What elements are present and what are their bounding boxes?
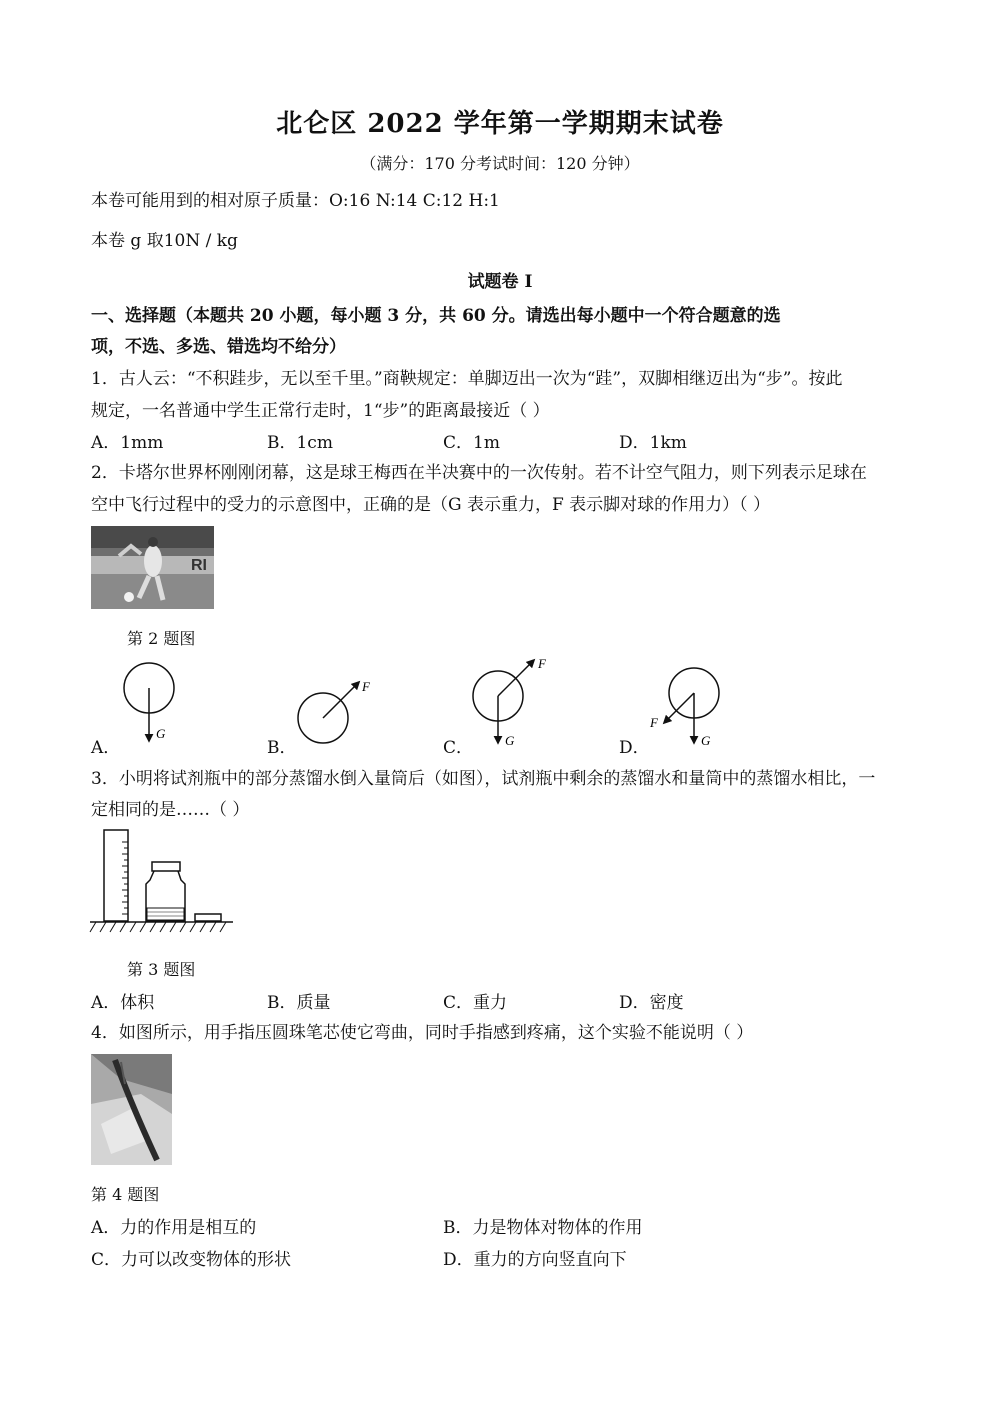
q3-measuring-cylinder: [104, 830, 128, 921]
q4-line1: 4．如图所示，用手指压圆珠笔芯使它弯曲，同时手指感到疼痛，这个实验不能说明（ ）: [91, 1023, 754, 1043]
q4-option-c[interactable]: C．力可以改变物体的形状: [91, 1250, 292, 1270]
q2-d-f-label: F: [650, 715, 658, 730]
q2-option-b[interactable]: B．: [267, 738, 297, 758]
q4-option-b[interactable]: B．力是物体对物体的作用: [443, 1218, 643, 1238]
q2-diagram-b: [298, 679, 371, 743]
q1-line1: 1．古人云：“不积跬步，无以至千里。”商鞅规定：单脚迈出一次为“跬”，双脚相继迈出为“步”。按此: [91, 369, 843, 389]
q4-pen-photo: [91, 1054, 172, 1165]
atomic-mass-note: 本卷可能用到的相对原子质量：O:16 N:14 C:12 H:1: [91, 191, 500, 211]
q2-option-c[interactable]: C．: [443, 738, 474, 758]
exam-subtitle: （满分：170 分考试时间：120 分钟）: [360, 154, 640, 173]
q3-caption: 第 3 题图: [127, 960, 196, 979]
section-title: 试题卷 I: [467, 272, 533, 292]
exam-title: 北仑区 2022 学年第一学期期末试卷: [276, 109, 724, 139]
q3-option-a[interactable]: A．体积: [91, 993, 155, 1013]
q2-diagram-c: [473, 656, 547, 748]
q2-c-g-label: G: [505, 733, 515, 748]
q2-soccer-photo: [91, 526, 214, 609]
gravity-note: 本卷 g 取10N / kg: [91, 231, 238, 251]
q1-option-a[interactable]: A．1mm: [91, 433, 164, 453]
q4-option-a[interactable]: A．力的作用是相互的: [91, 1218, 257, 1238]
q2-force-diagrams: [0, 655, 1000, 765]
q2-c-f-label: F: [538, 656, 546, 671]
q4-caption: 第 4 题图: [91, 1185, 160, 1204]
q3-line1: 3．小明将试剂瓶中的部分蒸馏水倒入量筒后（如图），试剂瓶中剩余的蒸馏水和量筒中的蒸馏水相比，一: [91, 769, 876, 789]
q4-option-d[interactable]: D．重力的方向竖直向下: [443, 1250, 627, 1270]
q3-figure: [88, 828, 238, 940]
section-heading-line1: 一、选择题（本题共 20 小题，每小题 3 分，共 60 分。请选出每小题中一个符合题意的选: [91, 306, 781, 326]
q2-b-f-label: F: [362, 679, 370, 694]
q3-reagent-bottle: [146, 862, 185, 921]
q3-ground: [90, 922, 233, 932]
q2-a-g-label: G: [156, 726, 166, 741]
q1-option-d[interactable]: D．1km: [619, 433, 687, 453]
q1-option-c[interactable]: C．1m: [443, 433, 500, 453]
q2-diagram-d: [649, 668, 719, 748]
q2-caption: 第 2 题图: [127, 629, 196, 648]
q2-option-a[interactable]: A．: [91, 738, 121, 758]
q2-line2: 空中飞行过程中的受力的示意图中，正确的是（G 表示重力，F 表示脚对球的作用力）（ ）: [91, 495, 771, 515]
q1-option-b[interactable]: B．1cm: [267, 433, 333, 453]
q2-option-d[interactable]: D．: [619, 738, 650, 758]
q3-stopper: [195, 914, 221, 921]
q2-photo-text: RI: [191, 557, 207, 574]
q3-option-b[interactable]: B．质量: [267, 993, 331, 1013]
q2-diagram-a: [124, 663, 174, 741]
q1-line2: 规定，一名普通中学生正常行走时，1“步”的距离最接近（ ）: [91, 401, 550, 421]
q3-line2: 定相同的是……（ ）: [91, 800, 250, 820]
q2-line1: 2．卡塔尔世界杯刚刚闭幕，这是球王梅西在半决赛中的一次传射。若不计空气阻力，则下列表示足球在: [91, 463, 867, 483]
q3-option-c[interactable]: C．重力: [443, 993, 508, 1013]
q2-d-g-label: G: [701, 733, 711, 748]
q3-option-d[interactable]: D．密度: [619, 993, 684, 1013]
section-heading-line2: 项，不选、多选、错选均不给分）: [91, 337, 346, 357]
